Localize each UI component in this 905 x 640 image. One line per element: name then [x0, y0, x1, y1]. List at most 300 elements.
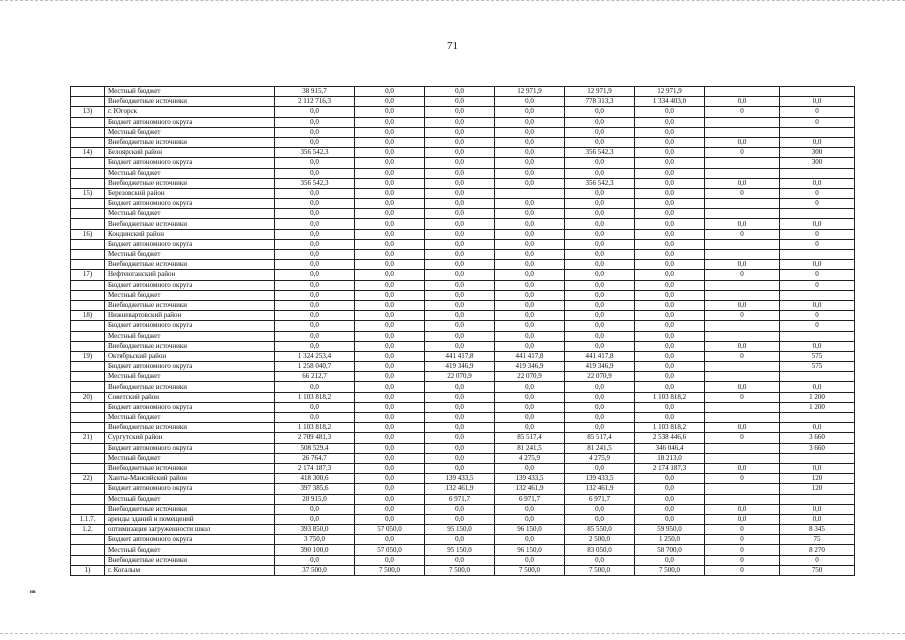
value-cell: 85 517,4	[495, 433, 565, 443]
value-cell: 0,0	[780, 341, 855, 351]
row-name: Внебюджетные источники	[105, 463, 275, 473]
value-cell: 0,0	[635, 209, 705, 219]
value-cell: 0,0	[275, 290, 355, 300]
table-row	[71, 402, 855, 412]
value-cell: 0	[780, 239, 855, 249]
value-cell: 0,0	[355, 351, 425, 361]
value-cell: 0,0	[705, 504, 780, 514]
value-cell: 132 461,9	[495, 484, 565, 494]
row-number	[71, 260, 105, 270]
value-cell: 0	[780, 188, 855, 198]
table-row	[71, 514, 855, 524]
table-row	[71, 158, 855, 168]
value-cell: 0,0	[565, 331, 635, 341]
value-cell: 0,0	[355, 239, 425, 249]
value-cell: 81 241,5	[495, 443, 565, 453]
row-name: Ханты-Мансийский район	[105, 474, 275, 484]
value-cell: 0,0	[275, 341, 355, 351]
value-cell: 0,0	[635, 514, 705, 524]
value-cell: 0,0	[425, 270, 495, 280]
value-cell: 0,0	[635, 494, 705, 504]
table-row	[71, 117, 855, 127]
value-cell: 356 542,3	[565, 148, 635, 158]
value-cell: 0,0	[780, 300, 855, 310]
value-cell: 0,0	[355, 423, 425, 433]
value-cell: 441 417,8	[495, 351, 565, 361]
row-name: Местный бюджет	[105, 127, 275, 137]
value-cell: 0,0	[565, 321, 635, 331]
value-cell: 0	[705, 229, 780, 239]
value-cell: 0,0	[425, 250, 495, 260]
value-cell: 0,0	[495, 199, 565, 209]
row-name: Местный бюджет	[105, 372, 275, 382]
row-name: аренды зданий и помещений	[105, 514, 275, 524]
value-cell: 1 250,0	[635, 535, 705, 545]
value-cell: 0,0	[425, 148, 495, 158]
value-cell: 0,0	[355, 392, 425, 402]
value-cell: 0,0	[565, 239, 635, 249]
value-cell: 0,0	[495, 107, 565, 117]
row-number	[71, 209, 105, 219]
row-number	[71, 178, 105, 188]
value-cell	[705, 321, 780, 331]
value-cell: 8 270	[780, 545, 855, 555]
value-cell: 6 971,7	[425, 494, 495, 504]
value-cell: 419 346,9	[565, 362, 635, 372]
row-name: Бюджет автономного округа	[105, 280, 275, 290]
value-cell: 0,0	[275, 158, 355, 168]
value-cell: 0,0	[355, 443, 425, 453]
value-cell	[705, 199, 780, 209]
value-cell: 12 971,9	[565, 87, 635, 97]
row-name: Советский район	[105, 392, 275, 402]
value-cell: 0,0	[275, 127, 355, 137]
row-number	[71, 87, 105, 97]
value-cell: 0,0	[275, 107, 355, 117]
value-cell: 20 915,0	[275, 494, 355, 504]
value-cell	[705, 239, 780, 249]
value-cell: 0,0	[355, 87, 425, 97]
value-cell	[780, 250, 855, 260]
value-cell: 393 850,0	[275, 525, 355, 535]
value-cell: 0,0	[275, 413, 355, 423]
value-cell: 0,0	[425, 209, 495, 219]
row-name: Местный бюджет	[105, 209, 275, 219]
value-cell: 0,0	[565, 423, 635, 433]
value-cell: 0,0	[780, 178, 855, 188]
value-cell	[780, 372, 855, 382]
row-name: Внебюджетные источники	[105, 260, 275, 270]
value-cell: 0,0	[705, 97, 780, 107]
row-name: Местный бюджет	[105, 290, 275, 300]
row-name: Местный бюджет	[105, 494, 275, 504]
value-cell: 0,0	[705, 300, 780, 310]
value-cell: 0,0	[705, 423, 780, 433]
value-cell: 4 275,9	[495, 453, 565, 463]
value-cell: 0,0	[635, 107, 705, 117]
row-name: Внебюджетные источники	[105, 382, 275, 392]
value-cell: 0	[705, 555, 780, 565]
value-cell: 132 461,9	[565, 484, 635, 494]
row-number: 14)	[71, 148, 105, 158]
row-name: Внебюджетные источники	[105, 555, 275, 565]
row-number	[71, 382, 105, 392]
value-cell: 0,0	[635, 331, 705, 341]
value-cell	[705, 209, 780, 219]
value-cell: 0,0	[565, 260, 635, 270]
value-cell: 81 241,5	[565, 443, 635, 453]
value-cell: 0,0	[495, 148, 565, 158]
row-number: 15)	[71, 188, 105, 198]
value-cell: 1 103 818,2	[635, 392, 705, 402]
row-number	[71, 443, 105, 453]
value-cell: 0,0	[425, 555, 495, 565]
value-cell: 0,0	[565, 413, 635, 423]
table-row	[71, 525, 855, 535]
value-cell: 0,0	[635, 148, 705, 158]
value-cell: 0,0	[355, 250, 425, 260]
value-cell: 0,0	[355, 148, 425, 158]
value-cell: 0	[705, 188, 780, 198]
value-cell: 96 150,0	[495, 545, 565, 555]
value-cell: 0,0	[495, 250, 565, 260]
value-cell: 0,0	[565, 107, 635, 117]
value-cell: 0,0	[495, 331, 565, 341]
row-number	[71, 494, 105, 504]
row-number: 17)	[71, 270, 105, 280]
value-cell: 22 070,9	[565, 372, 635, 382]
table-row	[71, 321, 855, 331]
value-cell: 441 417,8	[565, 351, 635, 361]
value-cell: 0,0	[275, 188, 355, 198]
value-cell: 300	[780, 148, 855, 158]
value-cell: 0,0	[355, 382, 425, 392]
value-cell: 0,0	[495, 117, 565, 127]
value-cell: 96 150,0	[495, 525, 565, 535]
value-cell: 0,0	[495, 382, 565, 392]
value-cell: 0,0	[565, 555, 635, 565]
value-cell: 26 764,7	[275, 453, 355, 463]
row-number	[71, 423, 105, 433]
value-cell: 0,0	[275, 229, 355, 239]
value-cell: 0,0	[275, 199, 355, 209]
value-cell: 356 542,3	[275, 178, 355, 188]
value-cell: 0,0	[355, 341, 425, 351]
row-number	[71, 535, 105, 545]
value-cell: 0,0	[565, 209, 635, 219]
table-row	[71, 229, 855, 239]
scan-bottom-edge	[0, 633, 905, 634]
value-cell: 0,0	[425, 239, 495, 249]
value-cell	[705, 331, 780, 341]
value-cell: 3 660	[780, 443, 855, 453]
value-cell: 0,0	[705, 178, 780, 188]
value-cell: 0,0	[705, 514, 780, 524]
value-cell: 0,0	[495, 219, 565, 229]
value-cell: 1 334 403,0	[635, 97, 705, 107]
value-cell: 139 433,5	[565, 474, 635, 484]
value-cell: 0	[705, 107, 780, 117]
value-cell: 0,0	[425, 158, 495, 168]
value-cell: 0,0	[355, 372, 425, 382]
value-cell: 0,0	[780, 423, 855, 433]
value-cell: 0,0	[565, 168, 635, 178]
value-cell: 0,0	[355, 504, 425, 514]
value-cell: 0,0	[635, 382, 705, 392]
row-name: Бюджет автономного округа	[105, 484, 275, 494]
value-cell: 0,0	[495, 158, 565, 168]
row-name: Внебюджетные источники	[105, 97, 275, 107]
row-name: Белоярский район	[105, 148, 275, 158]
value-cell: 0,0	[275, 382, 355, 392]
value-cell: 0,0	[495, 535, 565, 545]
row-name: Внебюджетные источники	[105, 341, 275, 351]
value-cell: 0,0	[565, 137, 635, 147]
value-cell: 0,0	[635, 117, 705, 127]
value-cell: 0,0	[780, 382, 855, 392]
value-cell: 22 070,9	[495, 372, 565, 382]
table-row	[71, 239, 855, 249]
value-cell: 0,0	[565, 300, 635, 310]
value-cell: 0,0	[425, 290, 495, 300]
value-cell: 0,0	[355, 188, 425, 198]
value-cell: 0,0	[780, 219, 855, 229]
value-cell: 0,0	[355, 433, 425, 443]
row-number	[71, 239, 105, 249]
value-cell: 508 529,4	[275, 443, 355, 453]
row-name: Бюджет автономного округа	[105, 117, 275, 127]
value-cell	[705, 168, 780, 178]
value-cell: 0,0	[565, 117, 635, 127]
value-cell: 1 103 818,2	[275, 392, 355, 402]
value-cell: 0	[780, 280, 855, 290]
table-row	[71, 250, 855, 260]
table-row	[71, 219, 855, 229]
value-cell: 132 461,9	[425, 484, 495, 494]
row-number	[71, 372, 105, 382]
row-number: 22)	[71, 474, 105, 484]
row-name: Местный бюджет	[105, 453, 275, 463]
value-cell: 0,0	[495, 402, 565, 412]
value-cell: 0,0	[635, 239, 705, 249]
value-cell: 7 500,0	[355, 565, 425, 575]
value-cell	[705, 443, 780, 453]
row-number: 1)	[71, 565, 105, 575]
value-cell: 1 324 253,4	[275, 351, 355, 361]
value-cell: 7 500,0	[425, 565, 495, 575]
value-cell	[705, 494, 780, 504]
row-name: Местный бюджет	[105, 250, 275, 260]
value-cell: 0,0	[635, 137, 705, 147]
value-cell: 0	[705, 545, 780, 555]
value-cell: 0,0	[275, 168, 355, 178]
value-cell: 0,0	[495, 270, 565, 280]
value-cell: 0,0	[425, 311, 495, 321]
value-cell: 0,0	[275, 250, 355, 260]
row-number: 16)	[71, 229, 105, 239]
row-name: Кондинский район	[105, 229, 275, 239]
value-cell: 37 500,0	[275, 565, 355, 575]
row-number	[71, 331, 105, 341]
table-row	[71, 107, 855, 117]
row-number	[71, 453, 105, 463]
value-cell: 0,0	[355, 514, 425, 524]
value-cell: 0,0	[635, 260, 705, 270]
value-cell: 0,0	[495, 168, 565, 178]
value-cell: 0,0	[635, 341, 705, 351]
value-cell: 38 915,7	[275, 87, 355, 97]
value-cell: 0,0	[275, 209, 355, 219]
value-cell: 0,0	[635, 555, 705, 565]
value-cell: 0	[705, 433, 780, 443]
value-cell: 4 275,9	[565, 453, 635, 463]
row-number: 18)	[71, 311, 105, 321]
value-cell: 7 500,0	[635, 565, 705, 575]
value-cell: 0	[705, 392, 780, 402]
value-cell: 0,0	[355, 413, 425, 423]
value-cell: 0,0	[355, 300, 425, 310]
table-row	[71, 474, 855, 484]
row-name: Внебюджетные источники	[105, 504, 275, 514]
row-number	[71, 341, 105, 351]
value-cell: 0,0	[565, 402, 635, 412]
table-row	[71, 300, 855, 310]
value-cell: 0,0	[635, 158, 705, 168]
value-cell: 120	[780, 484, 855, 494]
table-row	[71, 188, 855, 198]
value-cell: 6 971,7	[495, 494, 565, 504]
value-cell: 397 385,6	[275, 484, 355, 494]
value-cell: 0,0	[425, 178, 495, 188]
row-name: Местный бюджет	[105, 331, 275, 341]
value-cell: 0,0	[705, 463, 780, 473]
value-cell: 0,0	[275, 555, 355, 565]
value-cell: 390 100,0	[275, 545, 355, 555]
value-cell: 0,0	[425, 168, 495, 178]
value-cell: 0,0	[635, 250, 705, 260]
row-name: Нижневартовский район	[105, 311, 275, 321]
value-cell: 0,0	[565, 188, 635, 198]
value-cell: 0,0	[425, 229, 495, 239]
value-cell: 3 750,0	[275, 535, 355, 545]
footer-mark: нв	[30, 590, 36, 595]
value-cell: 0,0	[425, 137, 495, 147]
table-row	[71, 87, 855, 97]
row-name: Местный бюджет	[105, 87, 275, 97]
value-cell: 0,0	[355, 97, 425, 107]
table-row	[71, 97, 855, 107]
value-cell: 0,0	[635, 402, 705, 412]
value-cell: 0,0	[425, 188, 495, 198]
value-cell: 0,0	[425, 423, 495, 433]
value-cell: 0,0	[425, 433, 495, 443]
value-cell: 0,0	[495, 239, 565, 249]
table-row	[71, 168, 855, 178]
value-cell: 0,0	[635, 484, 705, 494]
table-row	[71, 392, 855, 402]
row-number	[71, 402, 105, 412]
value-cell: 0,0	[635, 311, 705, 321]
value-cell: 0	[705, 270, 780, 280]
value-cell: 0,0	[425, 280, 495, 290]
value-cell	[705, 484, 780, 494]
value-cell: 0,0	[355, 474, 425, 484]
value-cell: 6 971,7	[565, 494, 635, 504]
value-cell: 0,0	[635, 168, 705, 178]
value-cell: 0,0	[780, 463, 855, 473]
value-cell: 0,0	[425, 107, 495, 117]
row-name: Бюджет автономного округа	[105, 321, 275, 331]
table-row	[71, 443, 855, 453]
value-cell: 0	[705, 351, 780, 361]
row-number: 19)	[71, 351, 105, 361]
value-cell: 0,0	[275, 504, 355, 514]
value-cell: 0	[780, 107, 855, 117]
value-cell: 12 971,9	[495, 87, 565, 97]
value-cell: 3 660	[780, 433, 855, 443]
value-cell: 0,0	[425, 535, 495, 545]
value-cell: 0,0	[355, 229, 425, 239]
value-cell: 0,0	[355, 555, 425, 565]
value-cell	[780, 453, 855, 463]
table-row	[71, 148, 855, 158]
value-cell: 139 433,5	[425, 474, 495, 484]
value-cell: 0,0	[780, 514, 855, 524]
value-cell: 0,0	[355, 311, 425, 321]
value-cell: 0,0	[355, 178, 425, 188]
value-cell: 2 500,0	[565, 535, 635, 545]
value-cell: 7 500,0	[495, 565, 565, 575]
table-row	[71, 311, 855, 321]
value-cell: 0,0	[635, 280, 705, 290]
value-cell: 120	[780, 474, 855, 484]
value-cell: 2 174 187,3	[635, 463, 705, 473]
value-cell: 0,0	[275, 137, 355, 147]
value-cell	[705, 402, 780, 412]
table-row	[71, 351, 855, 361]
row-number	[71, 484, 105, 494]
value-cell	[780, 209, 855, 219]
value-cell: 0,0	[565, 250, 635, 260]
table-row	[71, 545, 855, 555]
value-cell	[780, 87, 855, 97]
value-cell: 0,0	[565, 158, 635, 168]
value-cell: 0,0	[565, 290, 635, 300]
value-cell: 0,0	[355, 260, 425, 270]
row-name: Нефтеюганский район	[105, 270, 275, 280]
value-cell: 8 345	[780, 525, 855, 535]
value-cell: 0,0	[780, 260, 855, 270]
value-cell: 419 346,9	[425, 362, 495, 372]
row-name: Бюджет автономного округа	[105, 535, 275, 545]
row-name: Бюджет автономного округа	[105, 362, 275, 372]
value-cell: 0,0	[495, 514, 565, 524]
value-cell: 95 150,0	[425, 545, 495, 555]
row-number	[71, 219, 105, 229]
table-row	[71, 484, 855, 494]
row-number	[71, 280, 105, 290]
value-cell: 0,0	[355, 199, 425, 209]
value-cell: 0,0	[635, 413, 705, 423]
value-cell: 0	[705, 525, 780, 535]
row-number	[71, 199, 105, 209]
table-row	[71, 290, 855, 300]
value-cell: 1 200	[780, 392, 855, 402]
value-cell: 0,0	[565, 219, 635, 229]
row-name: Октябрьский район	[105, 351, 275, 361]
value-cell: 0,0	[355, 137, 425, 147]
value-cell	[780, 331, 855, 341]
